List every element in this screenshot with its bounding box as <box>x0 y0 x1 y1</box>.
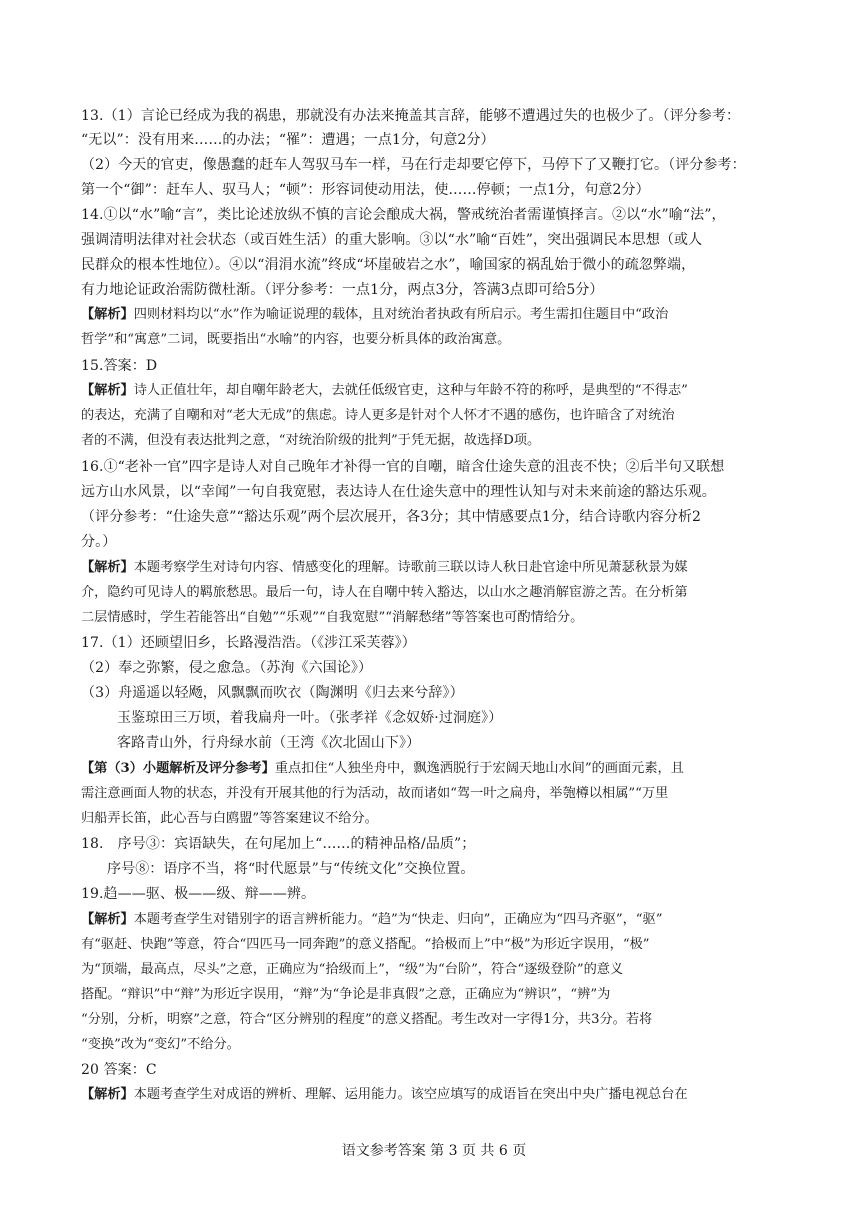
q14-line-1: 14.①以“水”喻“言”，类比论述放纵不慎的言论会酿成大祸，警戒统治者需谨慎择言。②以“水”喻“法”， <box>81 207 726 223</box>
q17-analysis-line-2: 需注意画面人物的状态，并没有开展其他的行为活动，故而诸如“驾一叶之扁舟，举匏樽以相属”“万里 <box>81 786 669 801</box>
q18-line-2: 序号⑧：语序不当，将“时代愿景”与“传统文化”交换位置。 <box>107 861 475 877</box>
q20-answer: 20 答案：C <box>81 1062 157 1078</box>
q18-line-1: 18. 序号③：宾语缺失，在句尾加上“……的精神品格/品质”； <box>81 836 476 852</box>
q19-analysis-line-2: 有“驱赶、快跑”等意，符合“四匹马一同奔跑”的意义搭配。“拾极而上”中“极”为形近字误用，“极” <box>81 937 650 952</box>
q19-analysis-line-6: “变换”改为“变幻”不给分。 <box>81 1037 240 1052</box>
q15-analysis-line-3: 者的不满，但没有表达批判之意，“对统治阶级的批判”于凭无据，故选择D项。 <box>81 433 541 448</box>
q16-analysis-line-3: 二层情感时，学生若能答出“自勉”“乐观”“自我宽慰”“消解愁绪”等答案也可酌情给分。 <box>81 610 584 625</box>
q19-analysis-line-5: “分别，分析，明察”之意，符合“区分辨别的程度”的意义搭配。考生改对一字得1分，共3分。若将 <box>81 1012 653 1027</box>
q19-answer: 19.趋——驱、极——级、辩——辨。 <box>81 886 316 902</box>
q17-analysis-line-3: 归船弄长笛，此心吾与白鸥盟”等答案建议不给分。 <box>81 811 378 826</box>
q19-analysis-line-1: 【解析】本题考查学生对错别字的语言辨析能力。“趋”为“快走、归向”，正确应为“四马齐驱”，“驱” <box>81 912 663 927</box>
q13-line-2: “无以”：没有用来……的办法；“罹”：遭遇；一点1分，句意2分） <box>81 132 495 148</box>
q13-line-3: （2）今天的官吏，像愚蠢的赶车人驾驭马车一样，马在行走却要它停下，马停下了又鞭打它。（评分参考： <box>81 157 746 173</box>
q14-line-3: 民群众的根本性地位）。④以“涓涓水流”终成“坏崖破岩之水”，喻国家的祸乱始于微小的疏忽弊端， <box>81 257 696 273</box>
q17-line-2: （2）奉之弥繁，侵之愈急。（苏洵《六国论》） <box>81 660 373 676</box>
page-footer: 语文参考答案 第 3 页 共 6 页 <box>341 1143 527 1159</box>
q20-analysis-line-1: 【解析】本题考查学生对成语的辨析、理解、运用能力。该空应填写的成语旨在突出中央广播电视总台在 <box>81 1087 688 1102</box>
q17-line-5: 客路青山外，行舟绿水前（王湾《次北固山下》） <box>117 735 421 751</box>
q17-analysis-line-1: 【第（3）小题解析及评分参考】重点扣住“人独坐舟中，飘逸洒脱行于宏阔天地山水间”的画面元素，且 <box>81 761 684 776</box>
q15-analysis-line-1: 【解析】诗人正值壮年，却自嘲年龄老大，去就任低级官吏，这种与年龄不符的称呼，是典型的“不得志” <box>81 383 688 398</box>
q13-line-4: 第一个“御”：赶车人、驭马人；“顿”：形容词使动用法，使……停顿；一点1分，句意2分） <box>81 182 650 198</box>
q16-line-4: 分。） <box>81 534 117 550</box>
q17-line-3: （3）舟遥遥以轻飏，风飘飘而吹衣（陶渊明《归去来兮辞》） <box>81 685 464 701</box>
q13-line-1: 13.（1）言论已经成为我的祸患，那就没有办法来掩盖其言辞，能够不遭遇过失的也极少了。（评分参考： <box>81 108 741 124</box>
q19-analysis-line-4: 搭配。“辩识”中“辩”为形近字误用，“辩”为“争论是非真假”之意，正确应为“辨识”，“辨”为 <box>81 987 611 1002</box>
q14-analysis-line-1: 【解析】四则材料均以“水”作为喻证说理的载体，且对统治者执政有所启示。考生需扣住题目中“政治 <box>81 307 669 322</box>
q15-answer: 15.答案：D <box>81 358 158 374</box>
q16-line-1: 16.①“老补一官”四字是诗人对自己晚年才补得一官的自嘲，暗含仕途失意的沮丧不快；②后半句又联想 <box>81 459 725 475</box>
q16-analysis-line-1: 【解析】本题考察学生对诗句内容、情感变化的理解。诗歌前三联以诗人秋日赴官途中所见萧瑟秋景为媒 <box>81 560 688 575</box>
q14-analysis-line-2: 哲学”和“寓意”二词，既要指出“水喻”的内容，也要分析具体的政治寓意。 <box>81 332 511 347</box>
q19-analysis-line-3: 为“顶端，最高点，尽头”之意，正确应为“拾级而上”，“级”为“台阶”，符合“逐级登阶”的意义 <box>81 962 624 977</box>
q16-analysis-line-2: 介，隐约可见诗人的羁旅愁思。最后一句，诗人在自嘲中转入豁达，以山水之趣消解宦游之苦。在分析第 <box>81 585 688 600</box>
q14-line-2: 强调清明法律对社会状态（或百姓生活）的重大影响。③以“水”喻“百姓”，突出强调民本思想（或人 <box>81 232 703 248</box>
q16-line-3: （评分参考：“仕途失意”“豁达乐观”两个层次展开，各3分；其中情感要点1分，结合诗歌内容分析2 <box>81 509 702 525</box>
q17-line-4: 玉鉴琼田三万顷，着我扁舟一叶。（张孝祥《念奴娇·过洞庭》） <box>117 710 503 726</box>
q15-analysis-line-2: 的表达，充满了自嘲和对“老大无成”的焦虑。诗人更多是针对个人怀才不遇的感伤，也许暗含了对统治 <box>81 408 675 423</box>
q14-line-4: 有力地论证政治需防微杜渐。（评分参考：一点1分，两点3分，答满3点即可给5分） <box>81 282 604 298</box>
q17-line-1: 17.（1）还顾望旧乡，长路漫浩浩。（《涉江采芙蓉》） <box>81 635 416 651</box>
q16-line-2: 远方山水风景，以“幸闻”一句自我宽慰，表达诗人在仕途失意中的理性认知与对未来前途的豁达乐观。 <box>81 484 716 500</box>
